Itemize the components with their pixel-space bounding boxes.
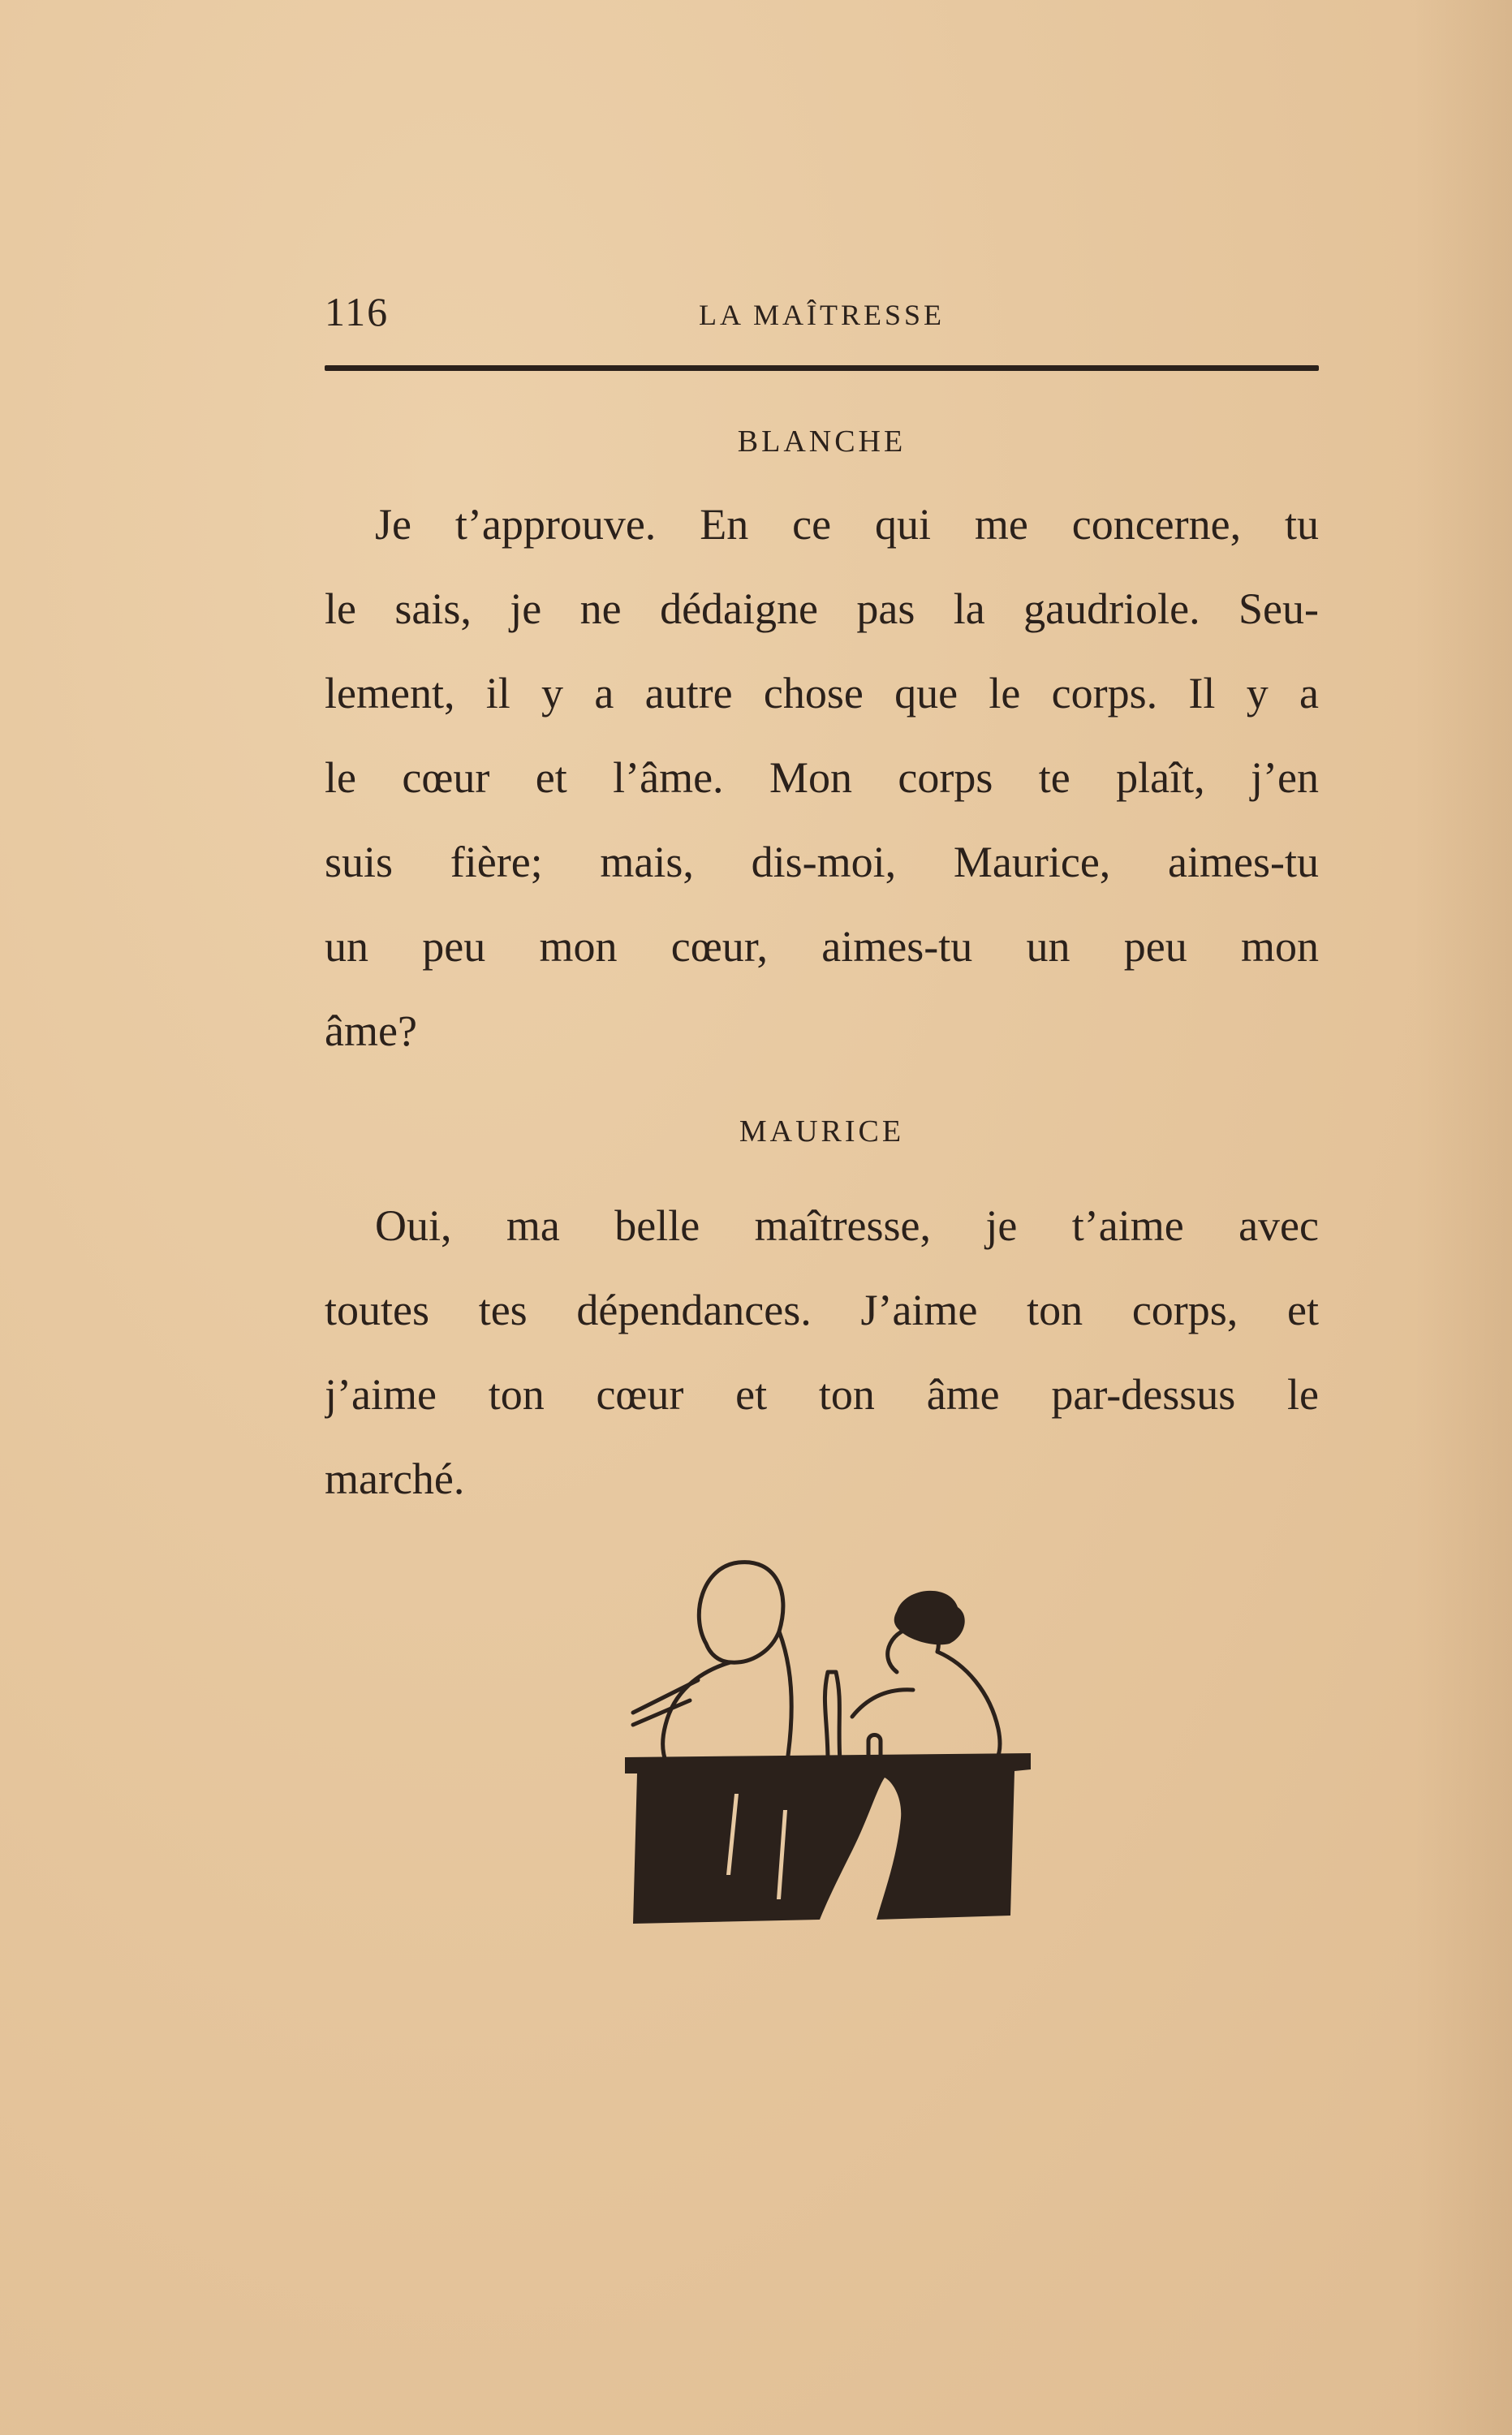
dialogue-paragraph	[325, 1183, 1319, 1521]
text-line: le sais, je ne dédaigne pas la gaudriole. Seu-	[325, 584, 1319, 633]
text-line: suis fière; mais, dis-moi, Maurice, aimes-tu	[325, 838, 1319, 886]
couple-at-table-illustration	[609, 1550, 1047, 1956]
speaker-name: BLANCHE	[737, 425, 907, 459]
text-line: âme?	[325, 1006, 417, 1055]
speaker-name: MAURICE	[739, 1114, 905, 1149]
page-number: 116	[325, 289, 390, 334]
running-title: LA MAÎTRESSE	[698, 299, 946, 331]
text-line: toutes tes dépendances. J’aime ton corps, et	[325, 1286, 1319, 1334]
page-edge-shadow	[1415, 0, 1512, 2435]
page-header	[325, 288, 1319, 337]
text-line: lement, il y a autre chose que le corps. Il y a	[325, 669, 1319, 718]
text-line: marché.	[325, 1455, 465, 1503]
text-line: Oui, ma belle maîtresse, je t’aime avec	[375, 1201, 1319, 1250]
header-rule	[325, 365, 1319, 371]
text-line: le cœur et l’âme. Mon corps te plaît, j’en	[325, 753, 1319, 802]
text-line: un peu mon cœur, aimes-tu un peu mon	[325, 922, 1319, 971]
text-line: Je t’approuve. En ce qui me concerne, tu	[375, 500, 1319, 549]
text-line: j’aime ton cœur et ton âme par-dessus le	[325, 1370, 1319, 1419]
dialogue-paragraph	[325, 482, 1319, 1073]
